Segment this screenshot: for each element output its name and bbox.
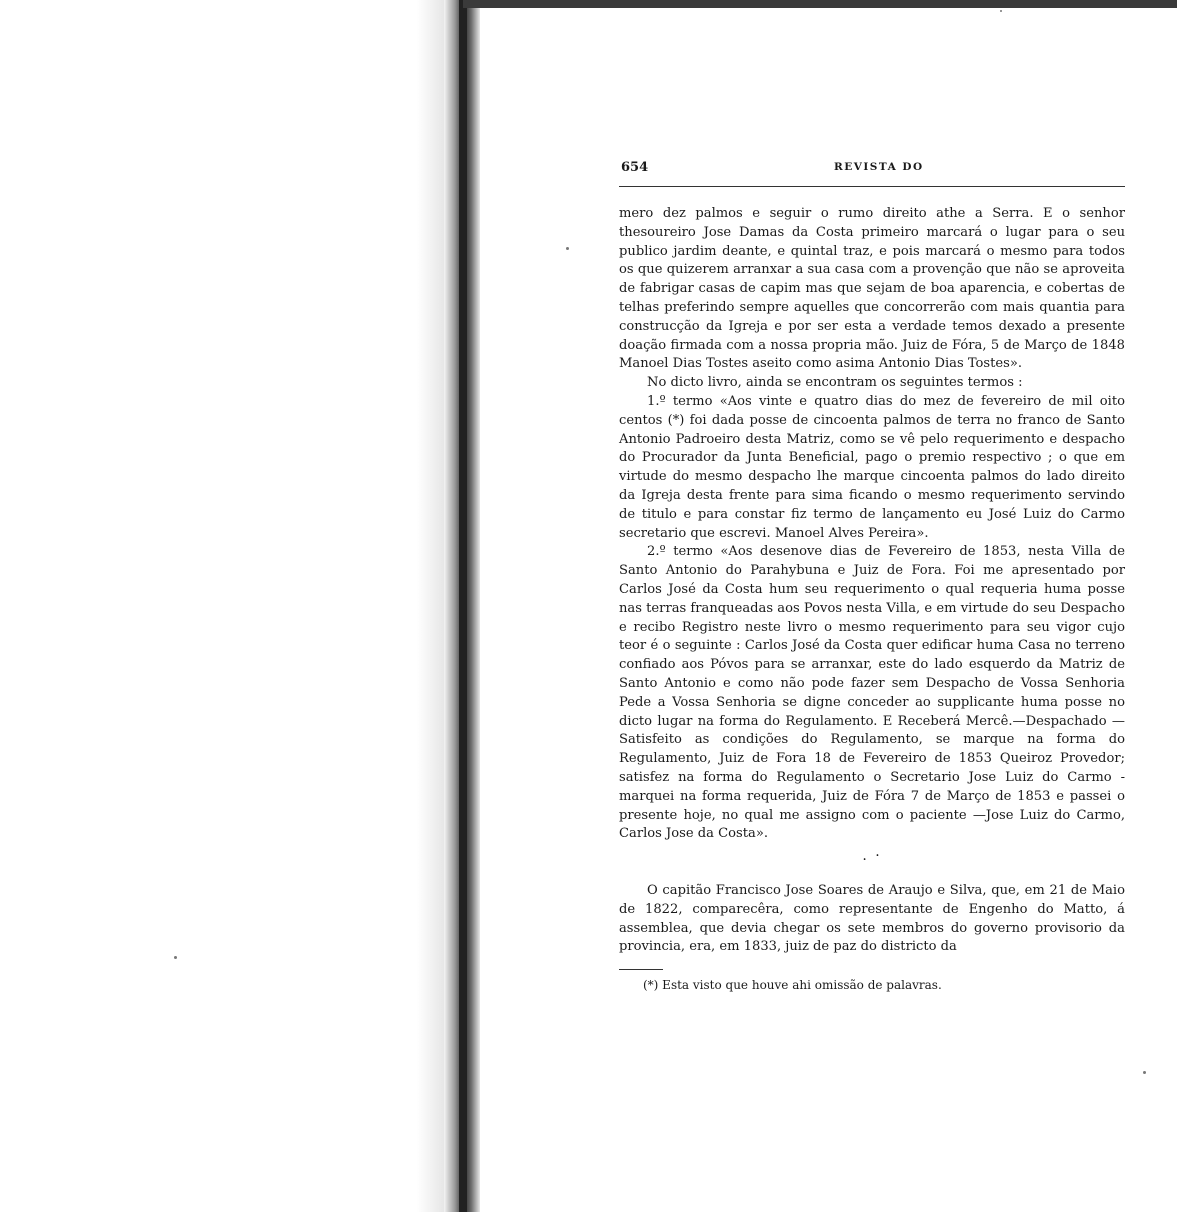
book-spine-shadow [459,0,467,1212]
section-separator: . · [862,848,882,865]
page-number: 654 [621,160,649,175]
scan-top-edge [463,0,1177,8]
scan-speck [1000,10,1002,12]
scan-speck [566,247,569,250]
left-page-blank [0,0,463,1212]
footnote-rule [619,969,663,970]
paragraph-second-term: 2.º termo «Aos desenove dias de Fevereiro de 1853, nesta Villa de Santo Antonio do Parahybuna e Juiz de Fora. Foi me apresentado por Carlos José da Costa hum seu requerimento o qual requeria huma posse nas terras franqueadas aos Povos nesta Villa, e em virtude do seu Despacho e recibo Registro neste livro o mesmo requerimento para seu vigor cujo teor é o seguinte : Carlos José da Costa quer edificar huma Casa no terreno confiado aos Póvos para se arranxar, este do lado esquerdo da Matriz de Santo Antonio e como não pode fazer sem Despacho de Vossa Senhoria Pede a Vossa Senhoria se digne conceder ao supplicante huma posse no dicto lugar na forma do Regulamento. E Receberá Mercê.—Despachado —Satisfeito as condições do Regulamento, se marque na forma do Regulamento, Juiz de Fora 18 de Fevereiro de 1853 Queiroz Provedor; satisfez na forma do Regulamento o Secretario Jose Luiz do Carmo - marquei na forma requerida, Juiz de Fóra 7 de Março de 1853 e passei o presente hoje, no qual me assigno com o paciente —Jose Luiz do Carmo, Carlos Jose da Costa». [619,544,1125,842]
paragraph-intro-terms: No dicto livro, ainda se encontram os seguintes termos : [647,375,1023,391]
paragraph-francisco: O capitão Francisco Jose Soares de Araujo e Silva, que, em 21 de Maio de 1822, comparecêra, como representante de Engenho do Matto, á assemblea, que devia chegar os sete membros do governo provisorio da provincia, era, em 1833, juiz de paz do districto da [619,883,1125,955]
page-body [619,205,1125,957]
running-header [619,160,1125,180]
journal-title: REVISTA DO [834,161,924,173]
book-page [619,160,1125,1005]
header-rule [619,186,1125,187]
footnote: (*) Esta visto que houve ahi omissão de palavras. [643,978,942,993]
scan-speck [174,956,177,959]
scan-speck [1143,1071,1146,1074]
paragraph-continuation: mero dez palmos e seguir o rumo direito athe a Serra. E o senhor thesoureiro Jose Damas da Costa primeiro marcará o lugar para o seu publico jardim deante, e quintal traz, e pois marcará o mesmo para todos os que quizerem arranxar a sua casa com a provenção que não se aproveita de fabrigar casas de capim mas que sejam de boa aparencia, e cobertas de telhas preferindo sempre aquelles que concorrerão com mais quantia para construcção da Igreja e por ser esta a verdade temos dexado a presente doação firmada com a nossa propria mão. Juiz de Fóra, 5 de Março de 1848 Manoel Dias Tostes aseito como asima Antonio Dias Tostes». [619,206,1125,372]
paragraph-first-term: 1.º termo «Aos vinte e quatro dias do mez de fevereiro de mil oito centos (*) foi dada posse de cincoenta palmos de terra no franco de Santo Antonio Padroeiro desta Matriz, como se vê pelo requerimento e despacho do Procurador da Junta Beneficial, pago o premio respectivo ; o que em virtude do mesmo despacho lhe marque cincoenta palmos do lado direito da Igreja desta frente para sima ficando o mesmo requerimento servindo de titulo e para constar fiz termo de lançamento eu José Luiz do Carmo secretario que escrevi. Manoel Alves Pereira». [619,393,1125,541]
